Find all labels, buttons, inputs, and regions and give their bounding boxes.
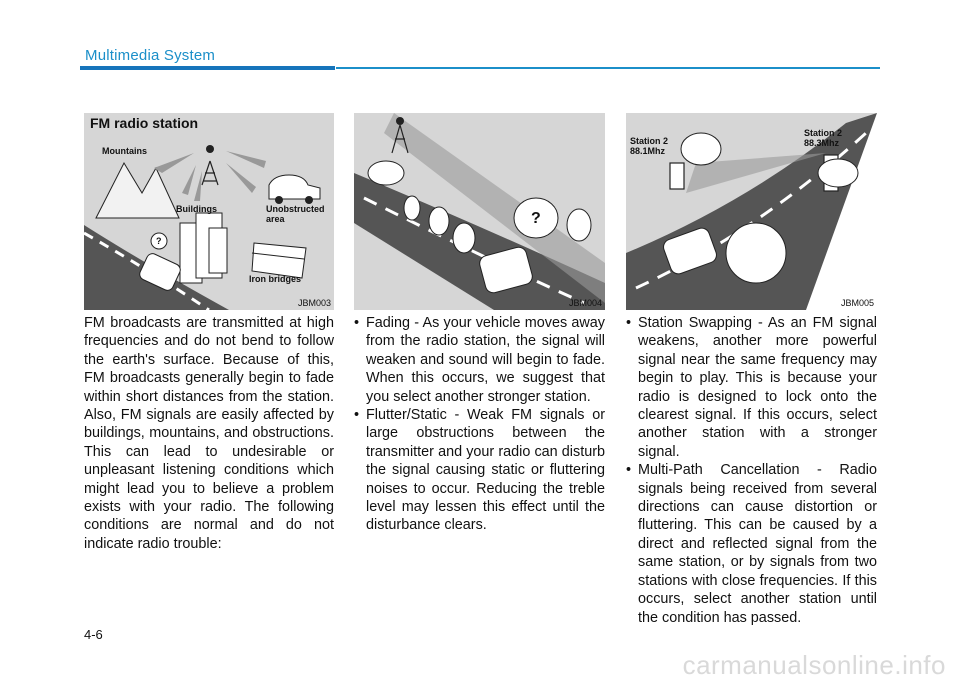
label-iron-bridges: Iron bridges [249,274,302,284]
right-station-frequency: 88.3Mhz [804,138,840,148]
question-mark: ? [156,236,162,246]
figure-code: JBM005 [840,298,874,308]
condition-flutter-static: • Flutter/Static - Weak FM signals or large obstructions between the transmitter and your radio can disturb the signal causing static or fluttering noises to occur. Reducing the treble level may lessen this effect until the disturbance clears. [354,406,605,535]
left-station-name: Station 2 [630,136,669,146]
condition-list-2 [626,314,877,627]
page-number: 4-6 [84,627,103,642]
condition-multipath: • Multi-Path Cancellation - Radio signals being received from several directions can cause distortion or fluttering. This can be caused by a direct and reflected signal from the same station, or by signals from two stations with close frequencies. If this occurs, select another station until the condition has passed. [626,461,877,627]
intro-paragraph: FM broadcasts are transmitted at high frequencies and do not bend to follow the earth's surface. Because of this, FM broadcasts generally begin to fade within short distances from the station. Also, FM signals are easily affected by buildings, mountains, and obstructions. This can lead to undesirable or unpleasant listening conditions which might lead you to believe a problem exists with your radio. The following conditions are normal and do not indicate radio trouble: [84,315,334,552]
section-title: Multimedia System [85,47,216,64]
figure-code: JBM004 [568,298,602,308]
label-buildings: Buildings [176,204,217,214]
label-unobstructed: Unobstructed [266,204,325,214]
header-rule-light [336,67,880,69]
question-mark: ? [531,210,541,227]
figure-fading [354,113,605,310]
figure-fm-radio-station [84,113,334,310]
text-column-1 [84,314,334,553]
text-column-3 [626,314,877,627]
text-column-2 [354,314,605,535]
label-area: area [266,214,285,224]
left-station-frequency: 88.1Mhz [630,146,666,156]
header-rule-dark [80,66,335,70]
figure-title: FM radio station [90,115,199,131]
fading-illustration [354,113,605,310]
figure-station-swapping [626,113,877,310]
condition-list-1 [354,314,605,535]
right-station-name: Station 2 [804,128,843,138]
label-mountains: Mountains [102,146,147,156]
watermark: carmanualsonline.info [682,650,946,680]
condition-fading: • Fading - As your vehicle moves away from the radio station, the signal will weaken and sound will begin to fade. When this occurs, we suggest that you select another stronger station. [354,314,605,406]
figure-code: JBM003 [297,298,331,308]
condition-station-swapping: • Station Swapping - As an FM signal weakens, another more powerful signal near the same frequency may begin to play. This is because your radio is designed to lock onto the clearest signal. If this occurs, select another station with a stronger signal. [626,314,877,461]
